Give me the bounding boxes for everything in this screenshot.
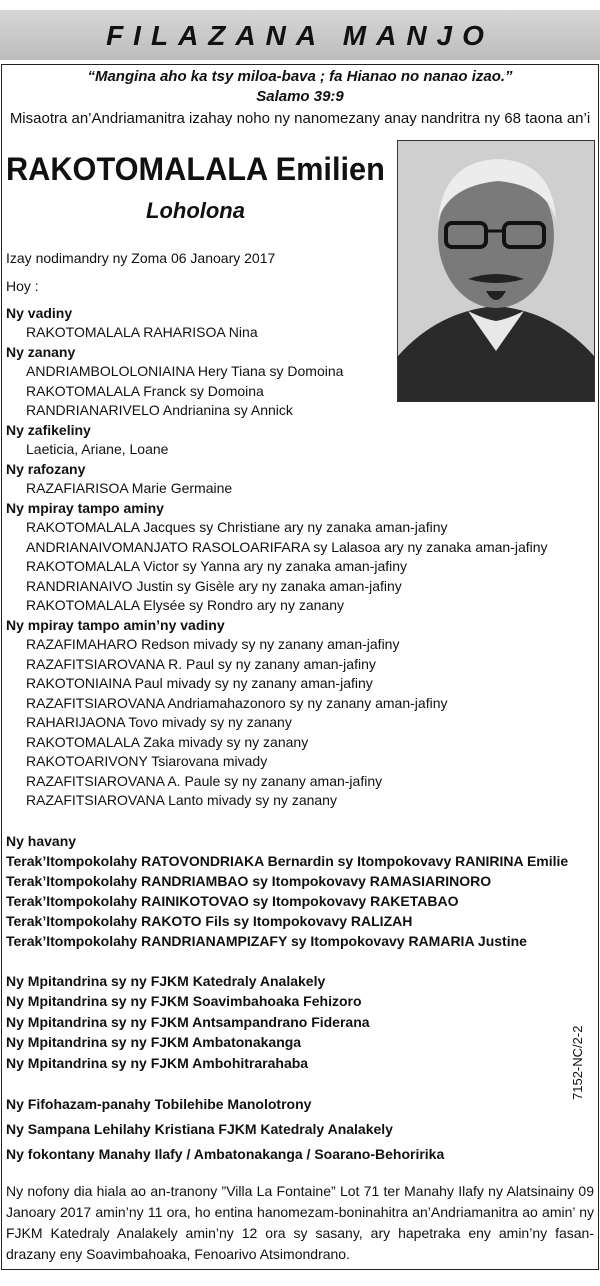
hoy-label: Hoy : [6, 278, 39, 294]
havany-line: Terak’Itompokolahy RANDRIANAMPIZAFY sy Itompokovavy RAMARIA Justine [6, 933, 527, 949]
havany-line: Terak’Itompokolahy RAKOTO Fils sy Itompokovavy RALIZAH [6, 913, 413, 929]
list-item: RAKOTOMALALA RAHARISOA Nina [26, 324, 258, 340]
church-line: Ny Mpitandrina sy ny FJKM Ambohitrarahaba [6, 1055, 309, 1071]
family-title-siblings: Ny mpiray tampo aminy [6, 500, 164, 516]
banner [0, 0, 600, 60]
family-title-spouse-siblings: Ny mpiray tampo amin’ny vadiny [6, 617, 225, 633]
list-item: RANDRIANAIVO Justin sy Gisèle ary ny zanaka aman-jafiny [26, 578, 402, 594]
reference-code: 7152-NC/2-2 [570, 1025, 585, 1100]
list-item: ANDRIAMBOLOLONIAINA Hery Tiana sy Domoina [26, 363, 344, 379]
list-item: RAKOTOARIVONY Tsiarovana mivady [26, 753, 268, 769]
death-notice: Izay nodimandry ny Zoma 06 Janoary 2017 [6, 250, 276, 266]
family-title-grandchildren: Ny zafikeliny [6, 422, 91, 438]
bible-quote: “Mangina aho ka tsy miloa-bava ; fa Hianao no nanao izao.” [87, 68, 513, 85]
church-line: Ny Mpitandrina sy ny FJKM Ambatonakanga [6, 1034, 302, 1050]
list-item: RAZAFIARISOA Marie Germaine [26, 480, 233, 496]
list-item: RAKOTOMALALA Jacques sy Christiane ary ny zanaka aman-jafiny [26, 519, 448, 535]
havany-line: Terak’Itompokolahy RAINIKOTOVAO sy Itompokovavy RAKETABAO [6, 893, 459, 909]
thanks-line: Misaotra an’Andriamanitra izahay noho ny nanomezany anay nandritra ny 68 taona an’i [9, 110, 591, 127]
list-item: RAZAFITSIAROVANA A. Paule sy ny zanany aman-jafiny [26, 773, 383, 789]
deceased-role: Loholona [146, 198, 245, 223]
list-item: RAZAFITSIAROVANA Lanto mivady sy ny zanany [26, 792, 337, 808]
organization-line: Ny Fifohazam-panahy Tobilehibe Manolotrony [6, 1096, 312, 1112]
list-item: RAKOTONIAINA Paul mivady sy ny zanany aman-jafiny [26, 675, 373, 691]
bible-verse: Salamo 39:9 [256, 88, 344, 105]
organization-line: Ny fokontany Manahy Ilafy / Ambatonakanga / Soarano-Behoririka [6, 1146, 445, 1162]
organization-line: Ny Sampana Lehilahy Kristiana FJKM Katedraly Analakely [6, 1121, 393, 1137]
funeral-details: Ny nofony dia hiala ao an-tranony ”Villa La Fontaine” Lot 71 ter Manahy Ilafy ny Alatsinainy 09 Janoary 2017 amin’ny 11 ora, ho entina hanomezam-boninahitra an’Andriamanitra ao amin’ ny FJKM Katedraly Analakely amin’ny 12 ora sy sasany, ary hapetraka eny amin’ny fasan-drazany eny Soavimbahoaka, Fenoarivo Atsimondrano. [6, 1183, 594, 1262]
banner-title: FILAZANA MANJO [106, 20, 494, 51]
havany-line: Terak’Itompokolahy RANDRIAMBAO sy Itompokovavy RAMASIARINORO [6, 873, 492, 889]
portrait-photo [397, 140, 595, 402]
portrait-illustration [398, 141, 594, 401]
list-item: ANDRIANAIVOMANJATO RASOLOARIFARA sy Lalasoa ary ny zanaka aman-jafiny [26, 539, 548, 555]
list-item: RAHARIJAONA Tovo mivady sy ny zanany [26, 714, 292, 730]
list-item: RAKOTOMALALA Franck sy Domoina [26, 383, 264, 399]
havany-title: Ny havany [6, 833, 77, 849]
family-title-spouse: Ny vadiny [6, 305, 73, 321]
havany-line: Terak’Itompokolahy RATOVONDRIAKA Bernardin sy Itompokovavy RANIRINA Emilie [6, 853, 569, 869]
family-title-mother-in-law: Ny rafozany [6, 461, 86, 477]
list-item: RAKOTOMALALA Zaka mivady sy ny zanany [26, 734, 309, 750]
list-item: RAZAFIMAHARO Redson mivady sy ny zanany aman-jafiny [26, 636, 400, 652]
church-line: Ny Mpitandrina sy ny FJKM Antsampandrano Fiderana [6, 1014, 370, 1030]
list-item: RAKOTOMALALA Elysée sy Rondro ary ny zanany [26, 597, 344, 613]
family-title-children: Ny zanany [6, 344, 76, 360]
list-item: Laeticia, Ariane, Loane [26, 441, 169, 457]
list-item: RANDRIANARIVELO Andrianina sy Annick [26, 402, 293, 418]
list-item: RAKOTOMALALA Victor sy Yanna ary ny zanaka aman-jafiny [26, 558, 408, 574]
church-line: Ny Mpitandrina sy ny FJKM Katedraly Analakely [6, 973, 326, 989]
deceased-name: RAKOTOMALALA Emilien [6, 151, 385, 187]
church-line: Ny Mpitandrina sy ny FJKM Soavimbahoaka Fehizoro [6, 993, 362, 1009]
list-item: RAZAFITSIAROVANA Andriamahazonoro sy ny zanany aman-jafiny [26, 695, 448, 711]
list-item: RAZAFITSIAROVANA R. Paul sy ny zanany aman-jafiny [26, 656, 376, 672]
